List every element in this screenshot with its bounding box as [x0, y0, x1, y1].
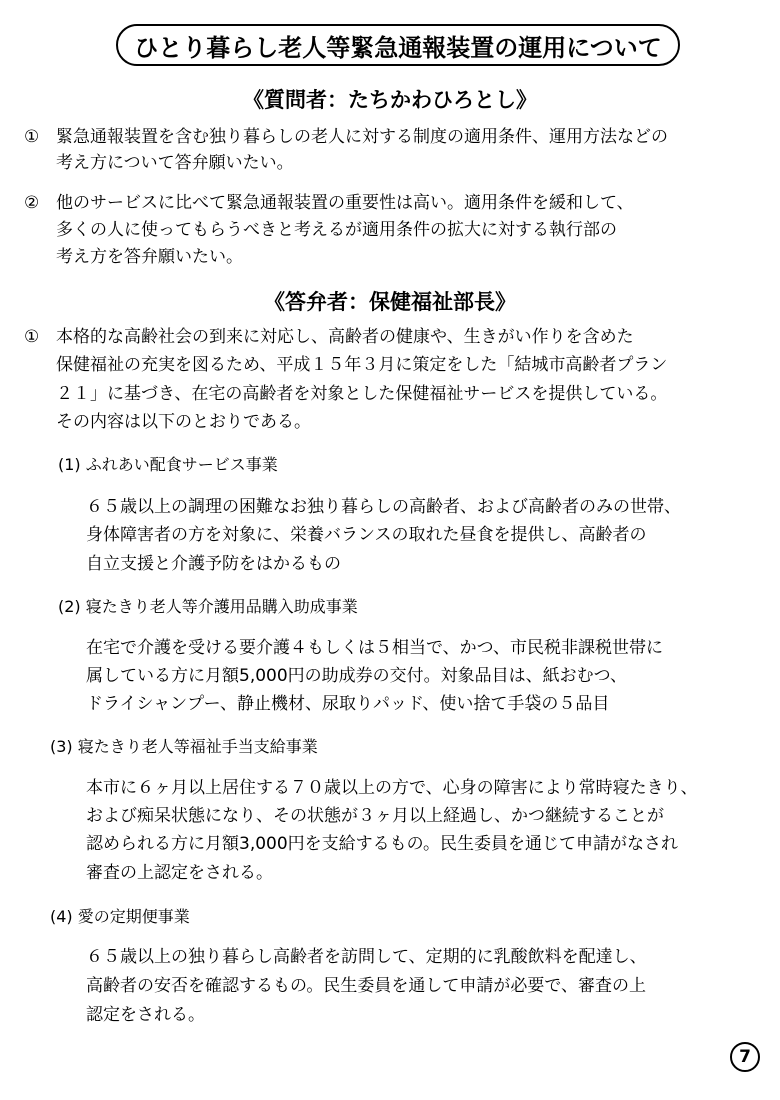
answer-1-number: ①	[24, 327, 40, 347]
service-1-heading: (1) ふれあい配食サービス事業	[58, 455, 278, 474]
service-2-line-1: 在宅で介護を受ける要介護４もしくは５相当で、かつ、市民税非課税世帯に	[86, 638, 663, 658]
service-4-line-2: 高齢者の安否を確認するもの。民生委員を通して申請が必要で、審査の上	[86, 976, 646, 996]
title-box	[116, 24, 680, 66]
service-3-heading: (3) 寝たきり老人等福祉手当支給事業	[50, 737, 318, 756]
question-2-line-3: 考え方を答弁願いたい。	[56, 247, 243, 267]
question-2-number: ②	[24, 193, 40, 213]
question-2-line-2: 多くの人に使ってもらうべきと考えるが適用条件の拡大に対する執行部の	[56, 220, 617, 240]
service-1-line-1: ６５歳以上の調理の困難なお独り暮らしの高齢者、および高齢者のみの世帯、	[86, 497, 681, 517]
service-3-line-4: 審査の上認定をされる。	[86, 863, 273, 883]
service-2-heading: (2) 寝たきり老人等介護用品購入助成事業	[58, 597, 358, 616]
service-2-line-3: ドライシャンプー、静止機材、尿取りパッド、使い捨て手袋の５品目	[86, 694, 610, 714]
service-4-heading: (4) 愛の定期便事業	[50, 907, 190, 926]
service-4-line-1: ６５歳以上の独り暮らし高齢者を訪問して、定期的に乳酸飲料を配達し、	[86, 947, 647, 967]
answer-line-2: 保健福祉の充実を図るため、平成１５年３月に策定をした「結城市高齢者プラン	[56, 355, 668, 375]
answerer-heading: 《答弁者：保健福祉部長》	[264, 290, 516, 314]
service-3-line-1: 本市に６ヶ月以上居住する７０歳以上の方で、心身の障害により常時寝たきり、	[86, 778, 698, 798]
page-number: 7	[730, 1042, 760, 1072]
page-title: ひとり暮らし老人等緊急通報装置の運用について	[134, 33, 662, 62]
questioner-heading: 《質問者：たちかわひろとし》	[243, 88, 537, 112]
service-1-line-3: 自立支援と介護予防をはかるもの	[86, 554, 341, 574]
question-1-line-1: 緊急通報装置を含む独り暮らしの老人に対する制度の適用条件、運用方法などの	[56, 127, 668, 147]
service-1-line-2: 身体障害者の方を対象に、栄養バランスの取れた昼食を提供し、高齢者の	[86, 525, 647, 545]
service-3-line-3: 認められる方に月額3,000円を支給するもの。民生委員を通じて申請がなされ	[86, 834, 678, 854]
service-4-line-3: 認定をされる。	[86, 1005, 205, 1025]
service-2-line-2: 属している方に月額5,000円の助成券の交付。対象品目は、紙おむつ、	[86, 666, 627, 686]
answer-line-4: その内容は以下のとおりである。	[56, 412, 311, 432]
service-3-line-2: および痴呆状態になり、その状態が３ヶ月以上経過し、かつ継続することが	[86, 806, 664, 826]
answer-line-3: ２１」に基づき、在宅の高齢者を対象とした保健福祉サービスを提供している。	[56, 384, 668, 404]
question-1-number: ①	[24, 127, 40, 147]
question-2-line-1: 他のサービスに比べて緊急通報装置の重要性は高い。適用条件を緩和して、	[56, 193, 634, 213]
question-1-line-2: 考え方について答弁願いたい。	[56, 153, 294, 173]
answer-line-1: 本格的な高齢社会の到来に対応し、高齢者の健康や、生きがい作りを含めた	[56, 327, 634, 347]
